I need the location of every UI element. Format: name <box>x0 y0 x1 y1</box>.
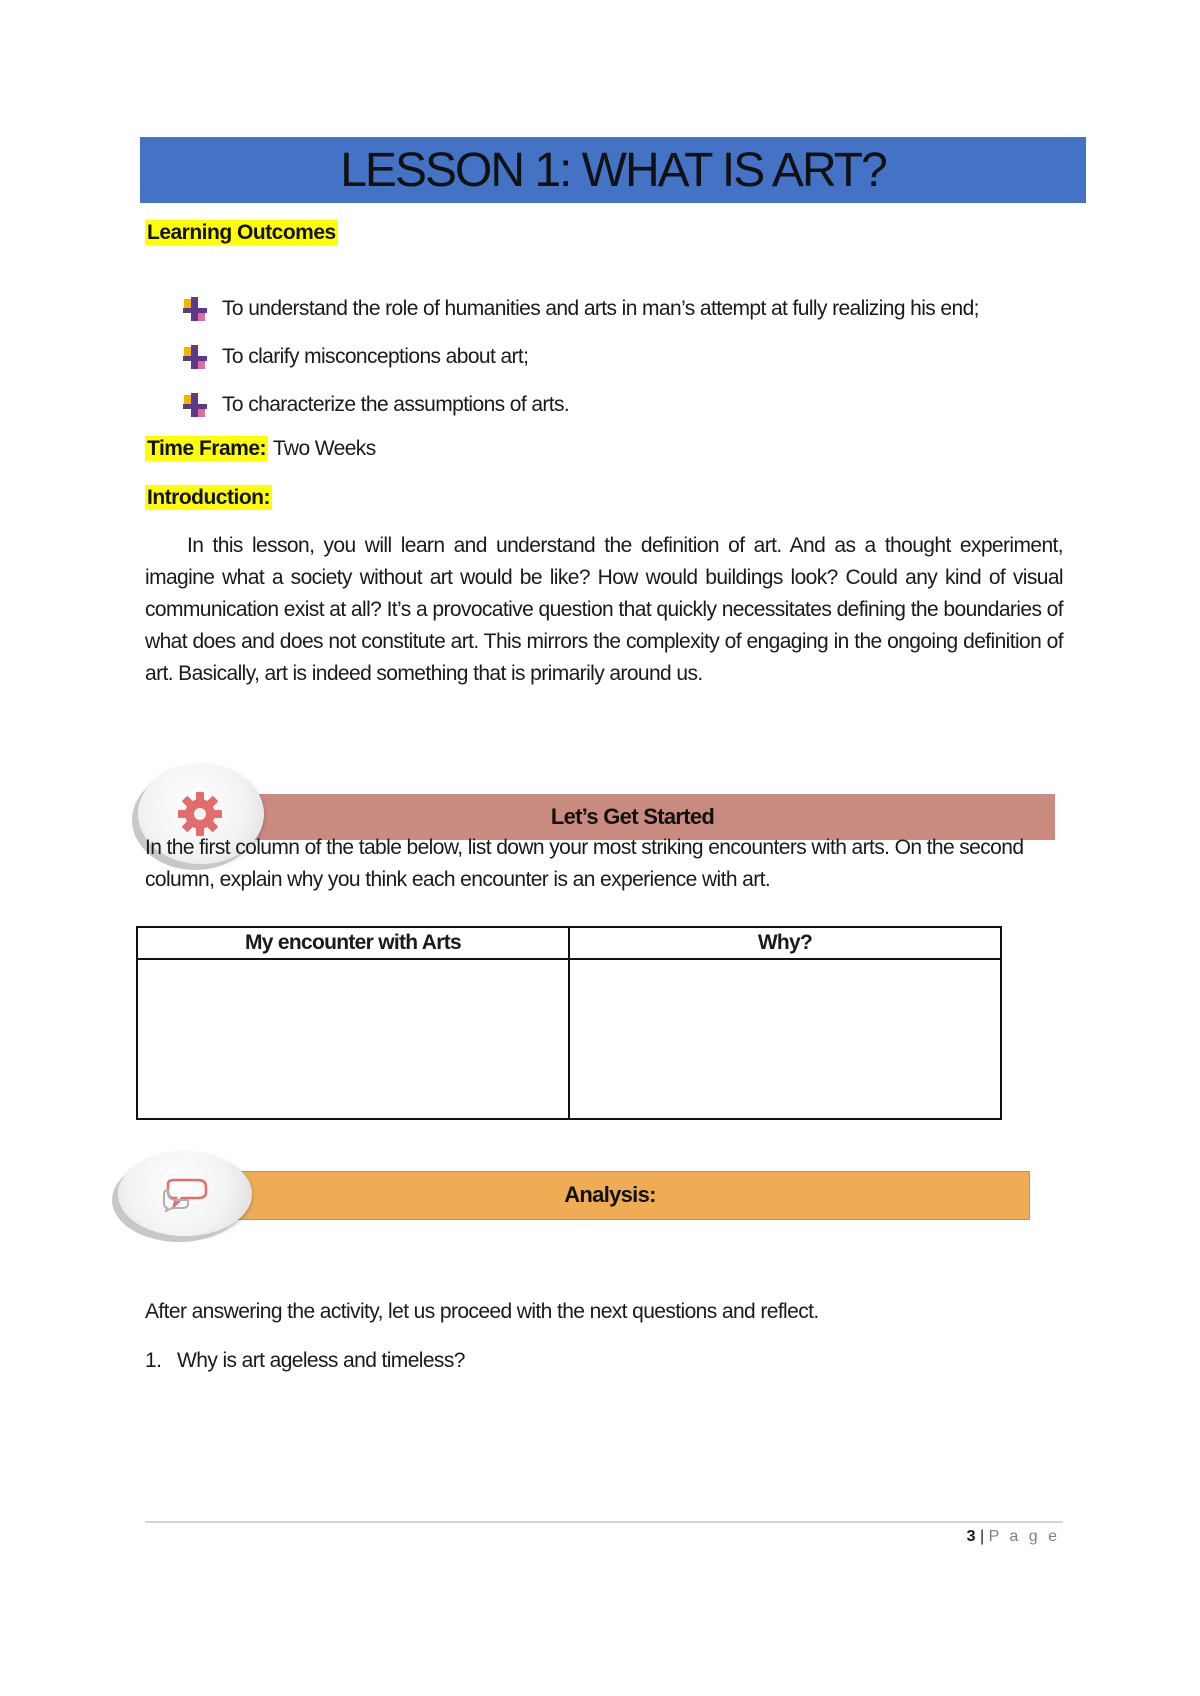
outcome-text: To clarify misconceptions about art; <box>222 345 529 368</box>
column-header-encounter: My encounter with Arts <box>137 927 569 959</box>
lets-get-started-title: Let’s Get Started <box>550 804 715 829</box>
encounter-table <box>136 926 1002 1120</box>
table-row <box>137 959 1001 1119</box>
introduction-heading <box>145 486 272 510</box>
page-separator: | <box>979 1528 985 1545</box>
page-word: P a g e <box>988 1528 1060 1545</box>
outcome-text: To understand the role of humanities and arts in man’s attempt at fully realizing his end; <box>222 297 979 320</box>
lesson-title: LESSON 1: WHAT IS ART? <box>340 143 886 197</box>
bullet-icon <box>182 296 208 322</box>
question-text: Why is art ageless and timeless? <box>177 1349 465 1372</box>
footer-divider <box>145 1521 1063 1523</box>
page-number <box>900 1528 1060 1546</box>
lesson-title-bar <box>140 137 1086 203</box>
analysis-instructions: After answering the activity, let us proceed with the next questions and reflect. <box>145 1300 819 1323</box>
table-header-row <box>137 927 1001 959</box>
bullet-icon <box>182 344 208 370</box>
introduction-paragraph: In this lesson, you will learn and understand the definition of art. And as a thought experiment, imagine what a society without art would be like? How would buildings look? Could any kind of visual communication exist at all? It’s a provocative question that quickly necessitates defining the boundaries of what does and does not constitute art. This mirrors the complexity of engaging in the ongoing definition of art. Basically, art is indeed something that is primarily around us. <box>145 534 1063 685</box>
time-frame <box>145 437 376 461</box>
list-item <box>182 333 1082 381</box>
learning-outcomes-heading <box>145 221 338 245</box>
bullet-icon <box>182 392 208 418</box>
learning-outcomes-list <box>182 285 1082 429</box>
time-frame-label: Time Frame: <box>147 437 266 460</box>
list-item <box>182 285 1082 333</box>
lets-get-started-instructions: In the first column of the table below, list down your most striking encounters with arts. On the second column, explain why you think each encounter is an experience with art. <box>145 836 1024 891</box>
page-number-value: 3 <box>966 1528 976 1545</box>
chat-bubble-icon <box>160 1178 210 1212</box>
analysis-title: Analysis: <box>564 1181 656 1207</box>
introduction-label: Introduction: <box>147 486 270 509</box>
question-number: 1. <box>145 1349 162 1372</box>
list-item <box>182 381 1082 429</box>
column-header-why: Why? <box>569 927 1001 959</box>
outcome-text: To characterize the assumptions of arts. <box>222 393 570 416</box>
learning-outcomes-label: Learning Outcomes <box>147 221 336 244</box>
time-frame-value: Two Weeks <box>272 437 376 460</box>
why-answer-cell[interactable] <box>569 959 1001 1119</box>
encounter-answer-cell[interactable] <box>137 959 569 1119</box>
analysis-question <box>145 1349 465 1373</box>
gear-icon <box>176 790 224 838</box>
